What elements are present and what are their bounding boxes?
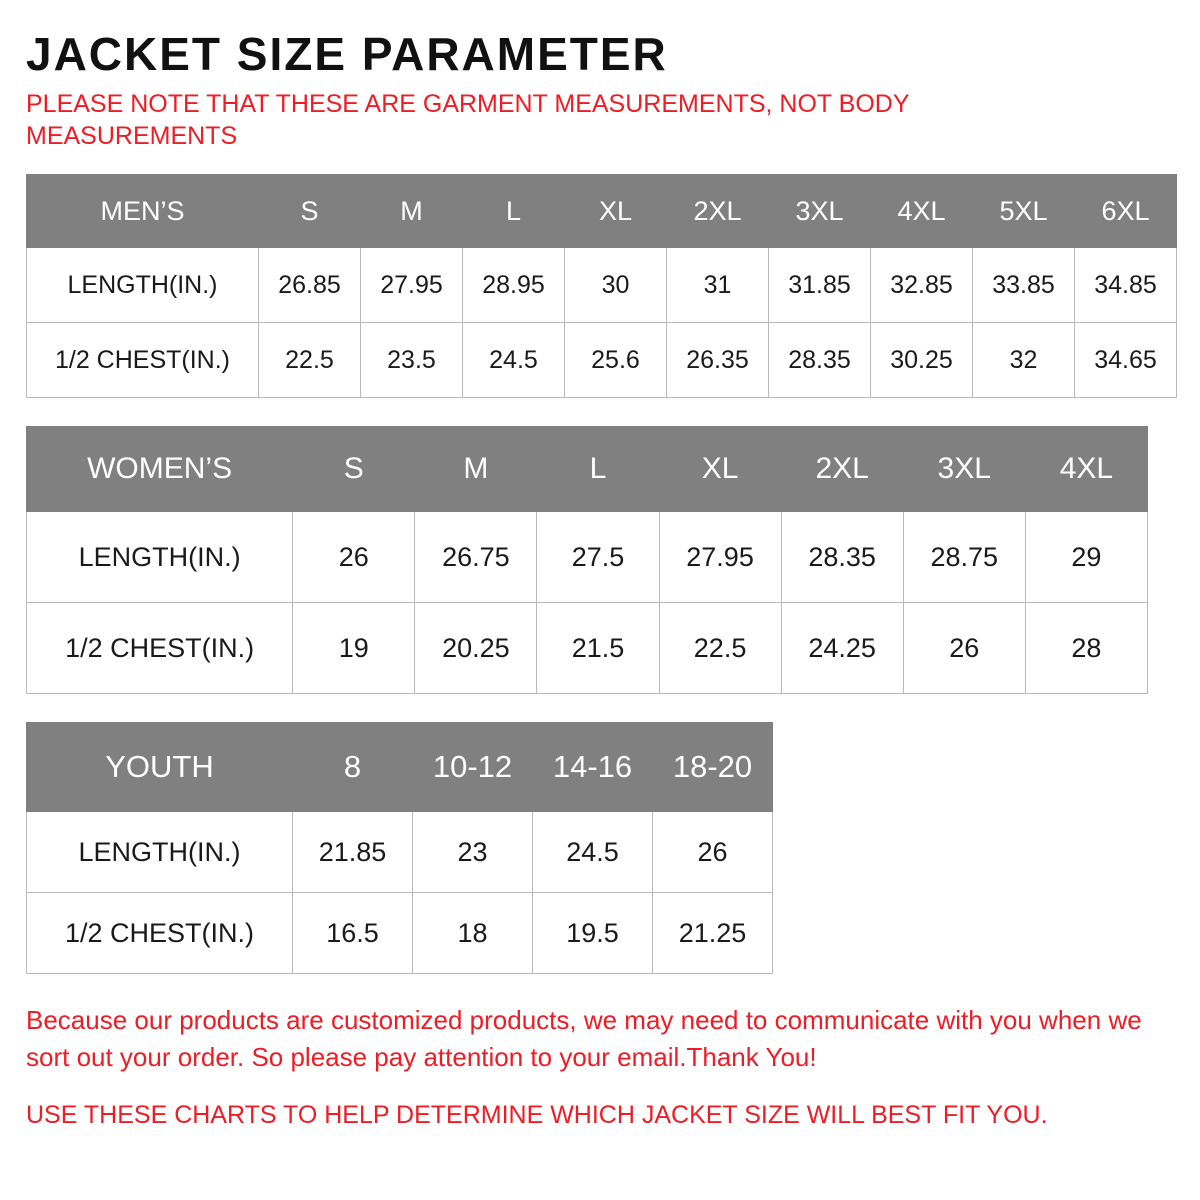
youth-header-size: 14-16 bbox=[533, 723, 653, 812]
row-label: LENGTH(IN.) bbox=[27, 512, 293, 603]
table-cell: 32.85 bbox=[871, 248, 973, 323]
table-cell: 29 bbox=[1025, 512, 1147, 603]
table-cell: 30 bbox=[565, 248, 667, 323]
table-cell: 24.25 bbox=[781, 603, 903, 694]
table-cell: 26 bbox=[903, 603, 1025, 694]
table-cell: 21.25 bbox=[653, 893, 773, 974]
table-header-row bbox=[27, 723, 773, 812]
table-cell: 26.85 bbox=[259, 248, 361, 323]
mens-header-size: XL bbox=[565, 175, 667, 248]
mens-header-size: S bbox=[259, 175, 361, 248]
table-row bbox=[27, 893, 773, 974]
table-cell: 32 bbox=[973, 323, 1075, 398]
page-title: JACKET SIZE PARAMETER bbox=[26, 28, 668, 80]
table-cell: 19 bbox=[293, 603, 415, 694]
table-cell: 34.85 bbox=[1075, 248, 1177, 323]
row-label: 1/2 CHEST(IN.) bbox=[27, 323, 259, 398]
row-label: 1/2 CHEST(IN.) bbox=[27, 603, 293, 694]
measurement-disclaimer: PLEASE NOTE THAT THESE ARE GARMENT MEASUREMENTS, NOT BODY MEASUREMENTS bbox=[26, 90, 910, 151]
table-cell: 26 bbox=[653, 812, 773, 893]
table-cell: 26.35 bbox=[667, 323, 769, 398]
table-cell: 28.35 bbox=[781, 512, 903, 603]
table-cell: 27.5 bbox=[537, 512, 659, 603]
mens-header-size: L bbox=[463, 175, 565, 248]
mens-header-label: MEN’S bbox=[27, 175, 259, 248]
mens-header-size: 2XL bbox=[667, 175, 769, 248]
table-cell: 24.5 bbox=[463, 323, 565, 398]
womens-header-size: 2XL bbox=[781, 427, 903, 512]
table-cell: 21.5 bbox=[537, 603, 659, 694]
table-cell: 27.95 bbox=[361, 248, 463, 323]
womens-header-size: M bbox=[415, 427, 537, 512]
table-row bbox=[27, 248, 1177, 323]
table-header-row bbox=[27, 427, 1148, 512]
table-row bbox=[27, 812, 773, 893]
table-cell: 34.65 bbox=[1075, 323, 1177, 398]
table-cell: 22.5 bbox=[659, 603, 781, 694]
mens-size-table bbox=[26, 174, 1177, 398]
row-label: 1/2 CHEST(IN.) bbox=[27, 893, 293, 974]
chart-usage-note: USE THESE CHARTS TO HELP DETERMINE WHICH JACKET SIZE WILL BEST FIT YOU. bbox=[26, 1101, 1048, 1130]
womens-size-table bbox=[26, 426, 1148, 694]
table-cell: 33.85 bbox=[973, 248, 1075, 323]
womens-header-size: 4XL bbox=[1025, 427, 1147, 512]
mens-header-size: M bbox=[361, 175, 463, 248]
table-header-row bbox=[27, 175, 1177, 248]
table-row bbox=[27, 603, 1148, 694]
table-cell: 18 bbox=[413, 893, 533, 974]
mens-header-size: 3XL bbox=[769, 175, 871, 248]
table-cell: 26 bbox=[293, 512, 415, 603]
womens-header-size: 3XL bbox=[903, 427, 1025, 512]
womens-header-size: S bbox=[293, 427, 415, 512]
table-cell: 28.75 bbox=[903, 512, 1025, 603]
table-row bbox=[27, 512, 1148, 603]
womens-header-size: L bbox=[537, 427, 659, 512]
table-cell: 28 bbox=[1025, 603, 1147, 694]
table-cell: 21.85 bbox=[293, 812, 413, 893]
row-label: LENGTH(IN.) bbox=[27, 812, 293, 893]
table-cell: 31 bbox=[667, 248, 769, 323]
table-cell: 24.5 bbox=[533, 812, 653, 893]
table-cell: 16.5 bbox=[293, 893, 413, 974]
youth-header-size: 10-12 bbox=[413, 723, 533, 812]
table-cell: 30.25 bbox=[871, 323, 973, 398]
mens-header-size: 4XL bbox=[871, 175, 973, 248]
youth-header-label: YOUTH bbox=[27, 723, 293, 812]
table-cell: 27.95 bbox=[659, 512, 781, 603]
table-cell: 23.5 bbox=[361, 323, 463, 398]
table-cell: 28.35 bbox=[769, 323, 871, 398]
table-cell: 20.25 bbox=[415, 603, 537, 694]
womens-header-label: WOMEN’S bbox=[27, 427, 293, 512]
table-cell: 23 bbox=[413, 812, 533, 893]
table-cell: 25.6 bbox=[565, 323, 667, 398]
table-cell: 26.75 bbox=[415, 512, 537, 603]
row-label: LENGTH(IN.) bbox=[27, 248, 259, 323]
table-cell: 31.85 bbox=[769, 248, 871, 323]
table-row bbox=[27, 323, 1177, 398]
youth-header-size: 18-20 bbox=[653, 723, 773, 812]
mens-header-size: 5XL bbox=[973, 175, 1075, 248]
table-cell: 22.5 bbox=[259, 323, 361, 398]
customized-products-note: Because our products are customized products, we may need to communicate with you when we sort out your order. So please pay attention to your email.Thank You! bbox=[26, 1005, 1142, 1073]
table-cell: 19.5 bbox=[533, 893, 653, 974]
youth-size-table bbox=[26, 722, 773, 974]
mens-header-size: 6XL bbox=[1075, 175, 1177, 248]
womens-header-size: XL bbox=[659, 427, 781, 512]
table-cell: 28.95 bbox=[463, 248, 565, 323]
youth-header-size: 8 bbox=[293, 723, 413, 812]
